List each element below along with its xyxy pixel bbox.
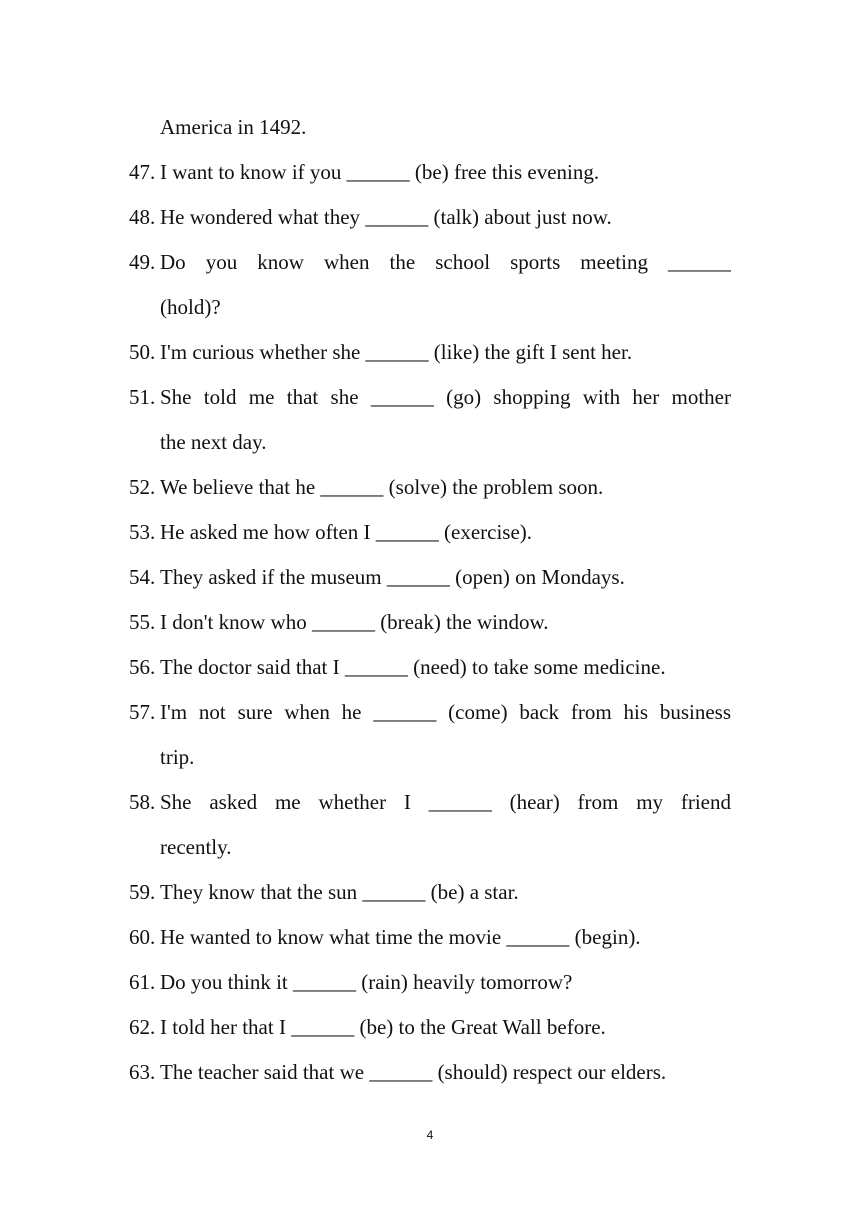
question-text-continued: trip.: [160, 745, 195, 769]
question-text-continued: (hold)?: [160, 295, 221, 319]
question-text-continued: recently.: [160, 835, 232, 859]
page-number: 4: [426, 1128, 434, 1142]
question-number: 48.: [129, 205, 156, 229]
question-number: 56.: [129, 655, 156, 679]
question-text: I told her that I ______ (be) to the Great Wall before.: [160, 1015, 606, 1039]
question-text: They asked if the museum ______ (open) on Mondays.: [160, 565, 625, 589]
question-number: 50.: [129, 340, 156, 364]
question-text: He asked me how often I ______ (exercise).: [160, 520, 533, 544]
question-number: 52.: [129, 475, 156, 499]
question-text: The teacher said that we ______ (should) respect our elders.: [160, 1060, 667, 1084]
question-number: 59.: [129, 880, 156, 904]
question-text: I want to know if you ______ (be) free this evening.: [160, 160, 600, 184]
question-text: She told me that she ______ (go) shopping with her mother: [160, 385, 731, 409]
question-text: The doctor said that I ______ (need) to take some medicine.: [160, 655, 666, 679]
question-number: 62.: [129, 1015, 156, 1039]
question-number: 51.: [129, 385, 156, 409]
question-number: 55.: [129, 610, 156, 634]
continuation-line: America in 1492.: [160, 115, 307, 139]
question-number: 49.: [129, 250, 156, 274]
question-text: I don't know who ______ (break) the window.: [160, 610, 549, 634]
question-number: 60.: [129, 925, 156, 949]
question-number: 47.: [129, 160, 156, 184]
question-number: 63.: [129, 1060, 156, 1084]
question-text: I'm curious whether she ______ (like) the gift I sent her.: [160, 340, 633, 364]
question-text: He wanted to know what time the movie ______ (begin).: [160, 925, 641, 949]
question-text: I'm not sure when he ______ (come) back from his business: [160, 700, 731, 724]
question-text: Do you think it ______ (rain) heavily tomorrow?: [160, 970, 573, 994]
question-text: They know that the sun ______ (be) a star.: [160, 880, 519, 904]
question-text: We believe that he ______ (solve) the problem soon.: [160, 475, 604, 499]
question-text: Do you know when the school sports meeting ______: [160, 250, 731, 274]
question-number: 53.: [129, 520, 156, 544]
question-text: She asked me whether I ______ (hear) from my friend: [160, 790, 731, 814]
question-text-continued: the next day.: [160, 430, 267, 454]
question-number: 57.: [129, 700, 156, 724]
question-number: 61.: [129, 970, 156, 994]
question-text: He wondered what they ______ (talk) about just now.: [160, 205, 612, 229]
question-number: 58.: [129, 790, 156, 814]
question-number: 54.: [129, 565, 156, 589]
